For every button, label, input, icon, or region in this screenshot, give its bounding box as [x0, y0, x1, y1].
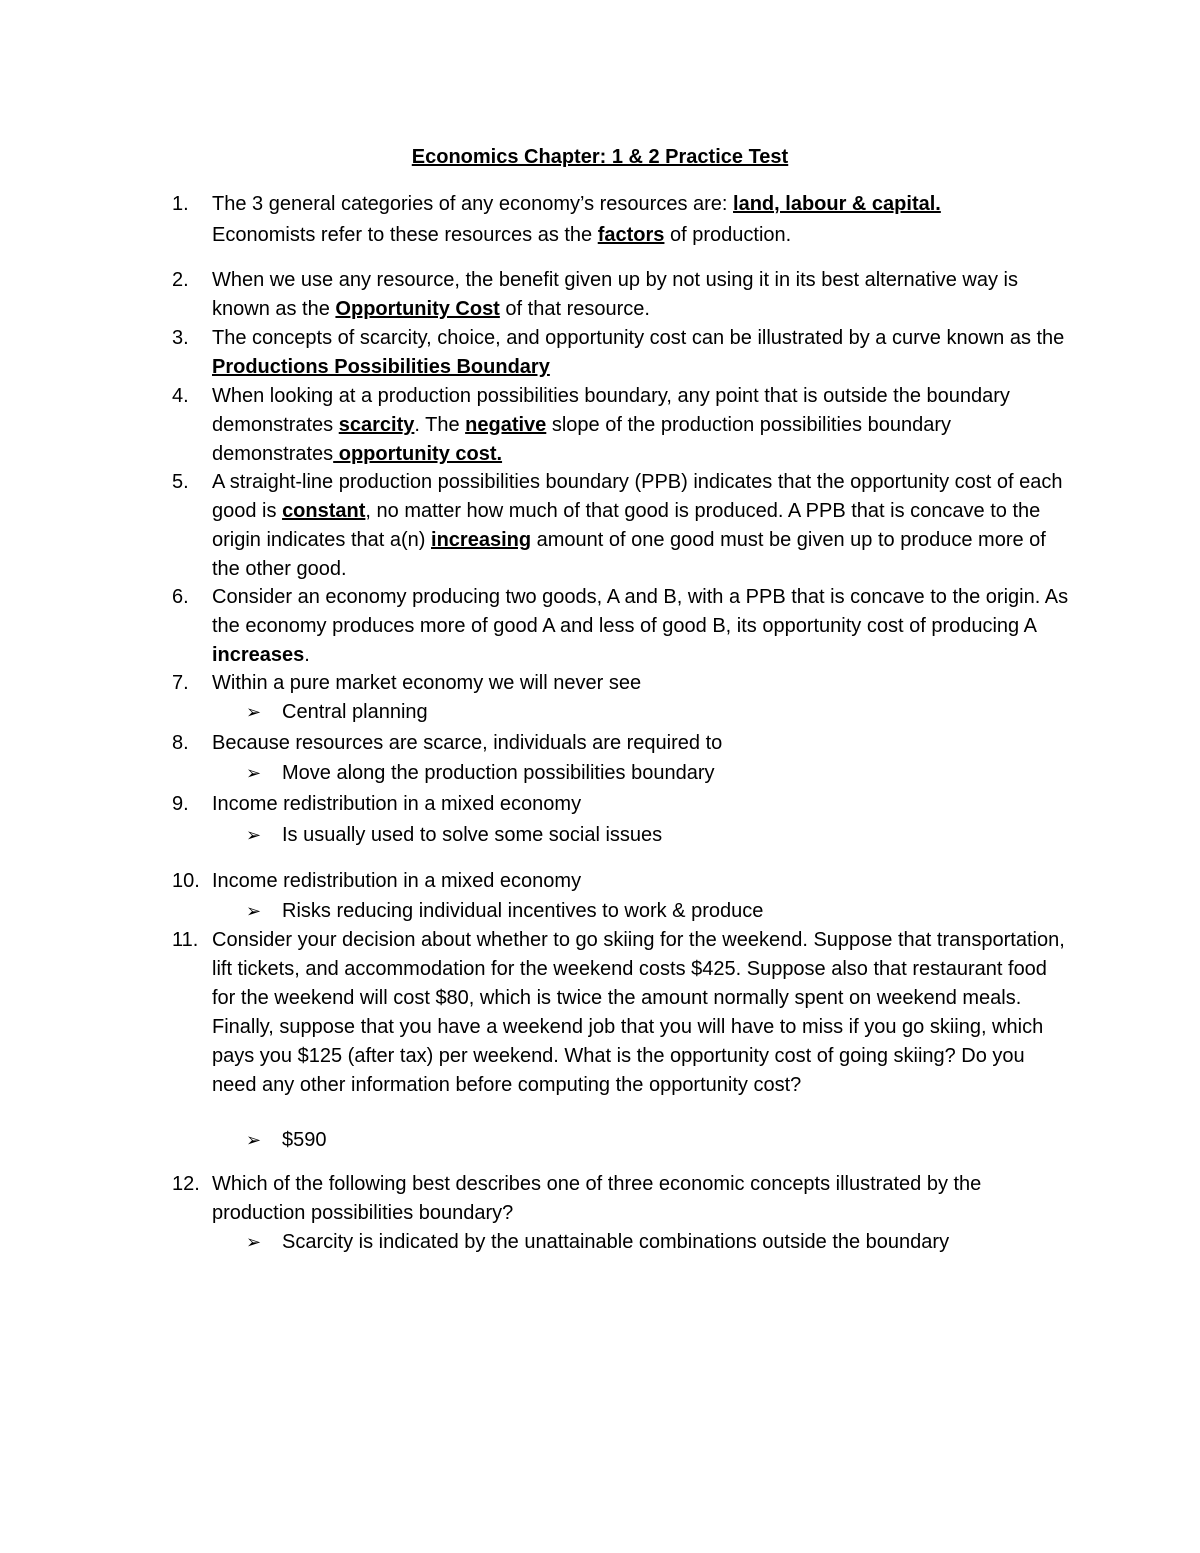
- page-title: Economics Chapter: 1 & 2 Practice Test: [411, 146, 789, 168]
- answer-highlight: opportunity cost.: [333, 443, 503, 465]
- text-segment: .: [304, 644, 310, 666]
- text-segment: . The: [414, 414, 466, 436]
- text-segment: of production.: [664, 224, 792, 246]
- text-segment: slope of the production possibilities boundary demonstrates: [212, 414, 951, 465]
- text-segment: When we use any resource, the benefit given up by not using it in its best alternative way is known as the: [212, 269, 1018, 320]
- answer-highlight: increases: [212, 644, 305, 666]
- question-text: [212, 190, 1072, 250]
- answer-text: Scarcity is indicated by the unattainable combinations outside the boundary: [282, 1231, 950, 1253]
- answer-text: Central planning: [282, 701, 428, 723]
- answer-highlight: negative: [465, 414, 547, 436]
- text-segment: When looking at a production possibilities boundary, any point that is outside the boundary demonstrates: [212, 385, 1010, 436]
- answer-highlight: scarcity: [338, 414, 415, 436]
- question-text: Income redistribution in a mixed economy: [212, 793, 582, 815]
- question-text: [212, 324, 1072, 382]
- question-number: 3.: [172, 327, 189, 349]
- question-number: 1.: [172, 193, 189, 215]
- question-number: 9.: [172, 793, 189, 815]
- text-segment: amount of one good must be given up to produce more of the other good.: [212, 529, 1046, 580]
- answer-line: [246, 821, 662, 850]
- question-number: 10.: [172, 870, 200, 892]
- answer-text: $590: [282, 1129, 327, 1151]
- question-text: [212, 382, 1072, 469]
- text-segment: Economists refer to these resources as the: [212, 224, 598, 246]
- question-text: [212, 583, 1072, 670]
- question-text: Within a pure market economy we will never see: [212, 672, 642, 694]
- answer-highlight: increasing: [431, 529, 532, 551]
- answer-line: [246, 698, 428, 727]
- answer-highlight: Productions Possibilities Boundary: [212, 356, 550, 378]
- answer-text: Is usually used to solve some social issues: [282, 824, 663, 846]
- arrow-bullet-icon: ➢: [246, 1130, 262, 1150]
- question-text: [212, 266, 1072, 324]
- question-text: Consider your decision about whether to go skiing for the weekend. Suppose that transportation, lift tickets, and accommodation for the weekend costs $425. Suppose also that restaurant food for the weekend will cost $80, which is twice the amount normally spent on weekend meals. Finally, suppose that you have a weekend job that you will have to miss if you go skiing, which pays you $125 (after tax) per weekend. What is the opportunity cost of going skiing? Do you need any other information before computing the opportunity cost?: [212, 929, 1065, 1096]
- text-segment: The concepts of scarcity, choice, and opportunity cost can be illustrated by a curve known as the: [212, 327, 1065, 349]
- question-number: 12.: [172, 1173, 200, 1195]
- question-number: 5.: [172, 471, 189, 493]
- question-number: 4.: [172, 385, 189, 407]
- arrow-bullet-icon: ➢: [246, 901, 262, 921]
- answer-line: [246, 1228, 949, 1257]
- question-text: Because resources are scarce, individuals are required to: [212, 732, 723, 754]
- text-segment: A straight-line production possibilities boundary (PPB) indicates that the opportunity cost of each good is: [212, 471, 1063, 522]
- text-segment: of that resource.: [499, 298, 650, 320]
- arrow-bullet-icon: ➢: [246, 825, 262, 845]
- answer-line: [246, 1126, 327, 1155]
- question-number: 8.: [172, 732, 189, 754]
- text-segment: , no matter how much of that good is produced. A PPB that is concave to the origin indicates that a(n): [212, 500, 1041, 551]
- answer-highlight: constant: [282, 500, 366, 522]
- answer-highlight: factors: [597, 224, 665, 246]
- arrow-bullet-icon: ➢: [246, 1232, 262, 1252]
- answer-highlight: land, labour & capital.: [733, 193, 941, 215]
- answer-text: Risks reducing individual incentives to work & produce: [282, 900, 764, 922]
- arrow-bullet-icon: ➢: [246, 702, 262, 722]
- answer-line: [246, 759, 715, 788]
- question-number: 7.: [172, 672, 189, 694]
- question-text: Which of the following best describes one of three economic concepts illustrated by the production possibilities boundary?: [212, 1173, 982, 1224]
- question-number: 6.: [172, 586, 189, 608]
- answer-line: [246, 897, 763, 926]
- question-number: 2.: [172, 269, 189, 291]
- question-text: Income redistribution in a mixed economy: [212, 870, 582, 892]
- arrow-bullet-icon: ➢: [246, 763, 262, 783]
- text-segment: The 3 general categories of any economy’s resources are:: [212, 193, 734, 215]
- answer-highlight: Opportunity Cost: [335, 298, 500, 320]
- question-text: [212, 468, 1072, 584]
- answer-text: Move along the production possibilities boundary: [282, 762, 715, 784]
- question-number: 11.: [172, 929, 199, 951]
- text-segment: Consider an economy producing two goods, A and B, with a PPB that is concave to the origin. As the economy produces more of good A and less of good B, its opportunity cost of producing A: [212, 586, 1069, 637]
